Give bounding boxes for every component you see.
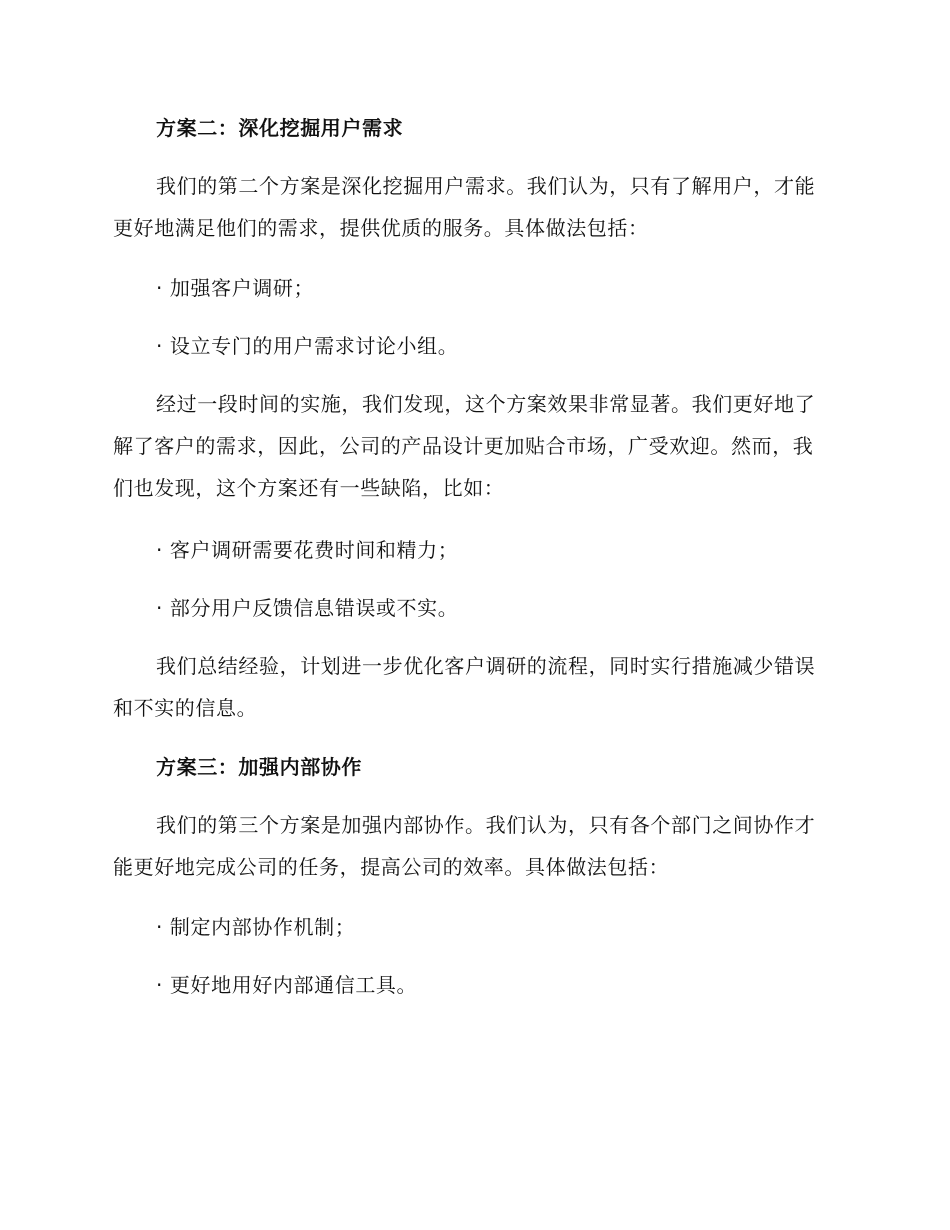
- section-heading-plan-2: 方案二：深化挖掘用户需求: [156, 116, 404, 140]
- list-item-feedback-errors: · 部分用户反馈信息错误或不实。: [156, 596, 459, 620]
- paragraph-plan-2-result: 经过一段时间的实施，我们发现，这个方案效果非常显著。我们更好地了解了客户的需求，因此，公司的产品设计更加贴合市场，广受欢迎。然而，我们也发现，这个方案还有一些缺陷，比如：: [113, 392, 816, 500]
- list-item-collaboration-mechanism: · 制定内部协作机制；: [156, 915, 356, 939]
- list-item-research-cost: · 客户调研需要花费时间和精力；: [156, 538, 459, 562]
- list-item-user-needs-group: · 设立专门的用户需求讨论小组。: [156, 334, 459, 358]
- paragraph-plan-2-intro: 我们的第二个方案是深化挖掘用户需求。我们认为，只有了解用户，才能更好地满足他们的需求，提供优质的服务。具体做法包括：: [113, 174, 816, 240]
- paragraph-plan-2-summary: 我们总结经验，计划进一步优化客户调研的流程，同时实行措施减少错误和不实的信息。: [113, 654, 816, 720]
- list-item-customer-research: · 加强客户调研；: [156, 276, 315, 300]
- paragraph-plan-3-intro: 我们的第三个方案是加强内部协作。我们认为，只有各个部门之间协作才能更好地完成公司的任务，提高公司的效率。具体做法包括：: [113, 813, 816, 879]
- list-item-communication-tools: · 更好地用好内部通信工具。: [156, 973, 418, 997]
- section-heading-plan-3: 方案三：加强内部协作: [156, 755, 362, 779]
